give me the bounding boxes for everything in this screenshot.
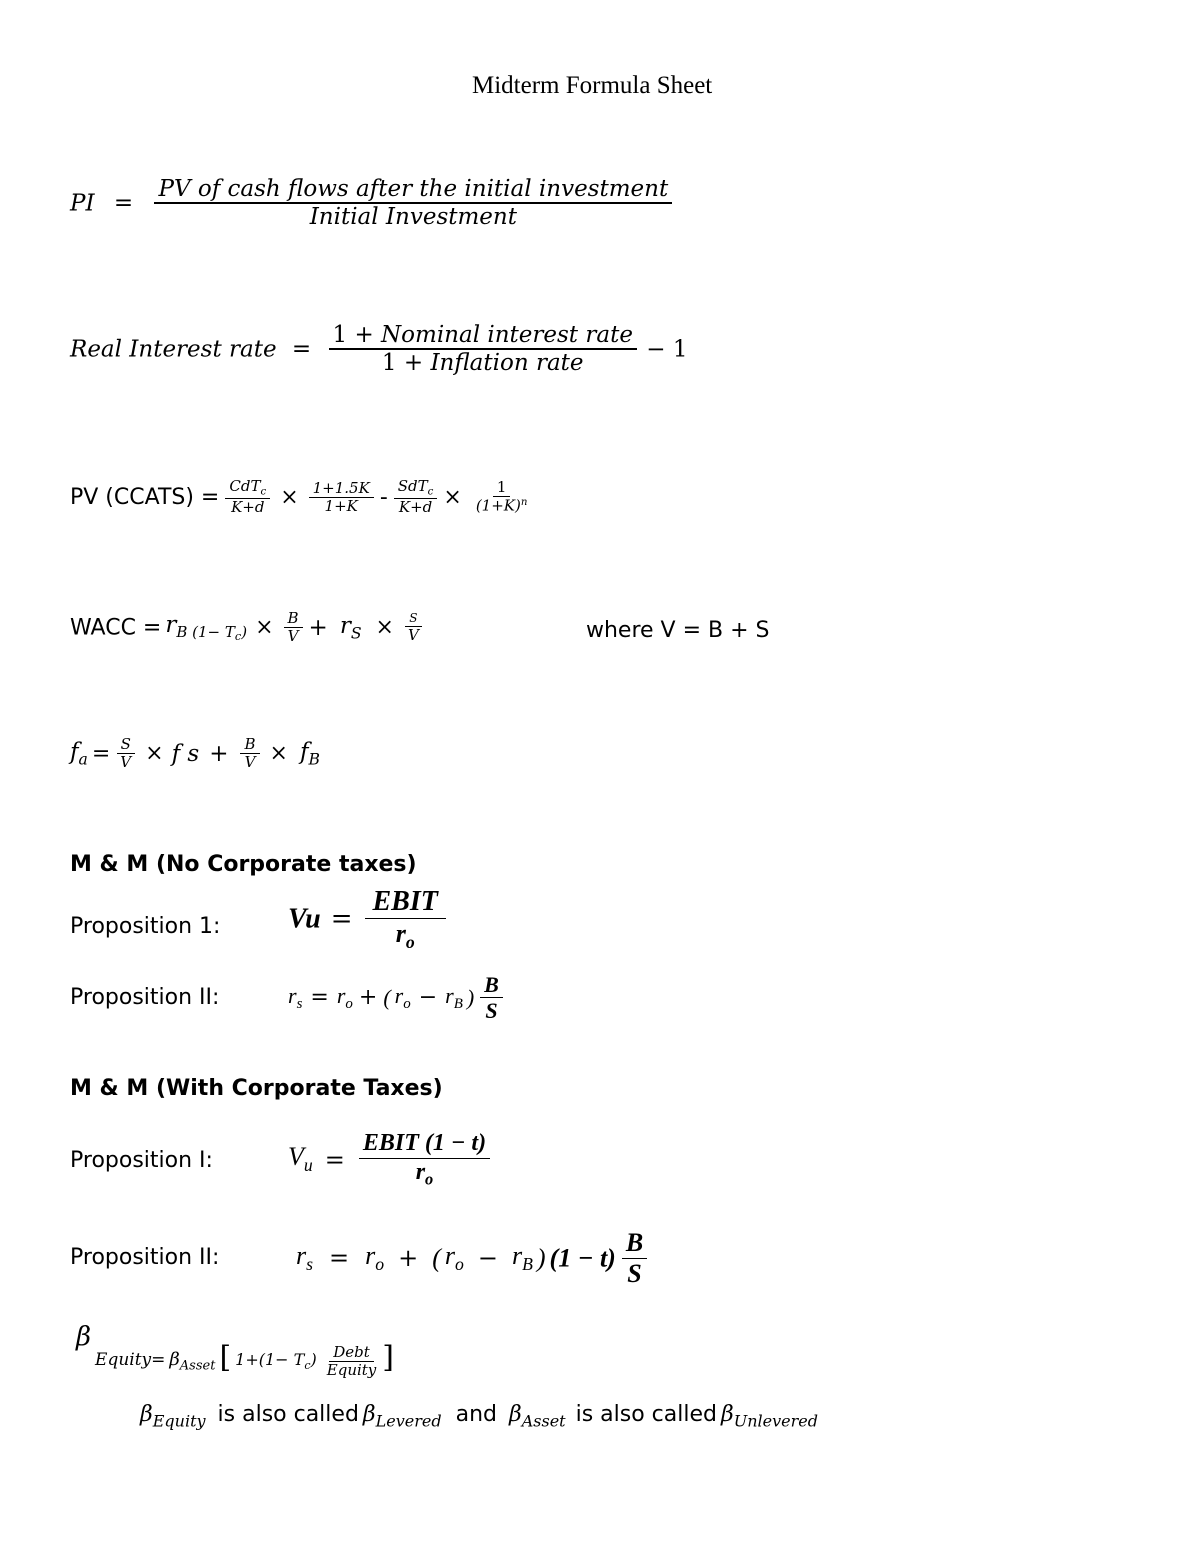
prop2-eq: = bbox=[310, 985, 329, 1011]
prop2-open: ( bbox=[383, 984, 391, 1010]
prop1-lhs: Vu bbox=[288, 903, 321, 935]
fa-f1-num: S bbox=[117, 736, 135, 754]
wacc-formula bbox=[70, 610, 425, 646]
mm-no-tax-prop2-formula bbox=[288, 972, 505, 1024]
ccats-times-1: × bbox=[280, 484, 299, 510]
mm-tax-prop2-label: Proposition II: bbox=[70, 1245, 220, 1270]
fa-f2-den: V bbox=[244, 753, 256, 772]
beta-formula bbox=[76, 1322, 394, 1380]
wacc-where-note: where V = B + S bbox=[586, 618, 770, 643]
wacc-f2-den: V bbox=[407, 625, 419, 644]
den-text: Inflation rate bbox=[430, 350, 584, 377]
wacc-rb: $r_{B (1- Tc)}$ bbox=[165, 612, 248, 644]
real-rate-lhs: Real Interest rate bbox=[70, 336, 277, 363]
fa-lhs: $f_a$ bbox=[70, 739, 88, 769]
ccats-lhs: PV (CCATS) = bbox=[70, 484, 220, 510]
fa-plus: + bbox=[209, 740, 229, 767]
mm-no-tax-heading: M & M (No Corporate taxes) bbox=[70, 852, 417, 877]
prop2-minus: − bbox=[418, 985, 438, 1011]
fa-formula bbox=[70, 736, 320, 772]
fa-f1-den: V bbox=[120, 753, 132, 772]
wacc-fraction-1 bbox=[284, 610, 303, 646]
fa-fs: f s bbox=[171, 740, 200, 767]
real-rate-minus-one: − 1 bbox=[646, 336, 688, 363]
wacc-lhs: WACC = bbox=[70, 615, 162, 641]
mm-no-tax-prop1-label: Proposition 1: bbox=[70, 914, 221, 939]
tax-prop2-minus: − bbox=[477, 1244, 498, 1273]
prop1-num: EBIT bbox=[365, 886, 446, 919]
ccats-f1-den: K+d bbox=[231, 498, 265, 517]
tax-prop2-ro: $r_o$ bbox=[365, 1241, 385, 1275]
pi-denominator: Initial Investment bbox=[309, 204, 517, 231]
tax-prop1-fraction bbox=[359, 1130, 490, 1189]
mm-tax-prop1-label: Proposition I: bbox=[70, 1148, 213, 1173]
real-rate-formula bbox=[70, 322, 687, 377]
prop2-close: ) bbox=[466, 984, 475, 1010]
beta-fraction bbox=[323, 1344, 381, 1380]
prop2-ro: $r_o$ bbox=[336, 982, 353, 1012]
beta-asset: $\beta_{Asset}$ bbox=[169, 1349, 216, 1374]
pi-equals: = bbox=[113, 190, 134, 217]
wacc-rs: $r_S$ bbox=[339, 613, 362, 643]
ccats-f3-den: K+d bbox=[398, 498, 433, 517]
note-beta-unlevered: $\beta_{Unlevered}$ bbox=[720, 1402, 818, 1431]
beta-equity-sub: Equity= bbox=[95, 1350, 166, 1371]
num-text: Nominal interest rate bbox=[381, 322, 633, 348]
note-text-1: is also called bbox=[217, 1402, 359, 1427]
tax-prop2-den: S bbox=[627, 1258, 642, 1288]
pi-formula bbox=[70, 176, 674, 231]
wacc-f2-num: S bbox=[405, 612, 421, 627]
wacc-f1-num: B bbox=[284, 610, 303, 628]
den-plus: + bbox=[403, 350, 424, 377]
ccats-f2-num: 1+1.5K bbox=[309, 480, 374, 498]
note-beta-levered: $\beta_{Levered}$ bbox=[362, 1402, 442, 1431]
pi-lhs: PI bbox=[70, 190, 95, 217]
real-rate-equals: = bbox=[291, 336, 312, 363]
fa-times-2: × bbox=[269, 741, 288, 767]
prop2-ro2: $r_o$ bbox=[394, 982, 411, 1012]
ccats-fraction-1 bbox=[225, 478, 270, 517]
ccats-f1-num: CdT$_c$ bbox=[225, 478, 270, 499]
prop2-fraction bbox=[480, 972, 503, 1024]
tax-prop2-r: $r_s$ bbox=[296, 1241, 314, 1275]
num-plus: + bbox=[354, 322, 374, 348]
wacc-times-1: × bbox=[255, 615, 274, 641]
beta-inner: $1+(1- T_c)$ bbox=[235, 1350, 317, 1373]
note-text-3: is also called bbox=[575, 1402, 717, 1427]
tax-prop2-num: B bbox=[622, 1228, 647, 1259]
real-rate-numerator bbox=[329, 322, 637, 350]
tax-prop2-open: ( bbox=[432, 1243, 441, 1273]
fa-equals: = bbox=[91, 741, 111, 767]
mm-no-tax-prop2-label: Proposition II: bbox=[70, 985, 220, 1010]
beta-close-bracket: ] bbox=[382, 1340, 394, 1376]
real-rate-denominator bbox=[378, 350, 588, 376]
tax-prop2-eq: = bbox=[329, 1244, 350, 1273]
beta-num: Debt bbox=[329, 1344, 374, 1362]
ccats-f4-den: $(1+K)^n$ bbox=[475, 497, 528, 516]
mm-tax-prop1-formula bbox=[288, 1130, 492, 1189]
ccats-fraction-4 bbox=[472, 479, 532, 515]
ccats-f2-den: 1+K bbox=[324, 496, 358, 515]
ccats-minus: - bbox=[379, 484, 388, 510]
beta-den: Equity bbox=[326, 1361, 377, 1380]
prop2-plus: + bbox=[358, 985, 378, 1011]
wacc-fraction-2 bbox=[404, 612, 423, 644]
tax-prop2-tax: (1 − t) bbox=[549, 1243, 616, 1273]
den-one: 1 bbox=[381, 350, 397, 377]
mm-tax-prop2-formula bbox=[296, 1228, 649, 1289]
num-one: 1 bbox=[332, 322, 348, 348]
beta-note bbox=[140, 1402, 818, 1431]
ccats-f3-num: SdT$_c$ bbox=[394, 478, 438, 499]
tax-prop2-plus: + bbox=[398, 1244, 419, 1273]
beta-open-bracket: [ bbox=[219, 1340, 232, 1376]
ccats-f4-num: 1 bbox=[493, 479, 511, 497]
prop2-rb: $r_B$ bbox=[445, 982, 463, 1012]
note-text-2: and bbox=[455, 1402, 497, 1427]
mm-tax-heading: M & M (With Corporate Taxes) bbox=[70, 1076, 443, 1101]
wacc-times-2: × bbox=[375, 615, 394, 641]
ccats-formula bbox=[70, 478, 533, 517]
prop1-equals: = bbox=[330, 904, 353, 935]
ccats-fraction-3 bbox=[394, 478, 438, 517]
tax-prop2-fraction bbox=[622, 1228, 647, 1289]
fa-f2-num: B bbox=[240, 736, 259, 754]
fa-times-1: × bbox=[145, 741, 164, 767]
beta-symbol: β bbox=[76, 1322, 92, 1352]
pi-fraction bbox=[154, 176, 672, 231]
fa-fraction-1 bbox=[116, 736, 135, 772]
tax-prop2-rb: $r_B$ bbox=[511, 1241, 533, 1275]
prop2-den: S bbox=[485, 998, 498, 1024]
ccats-times-2: × bbox=[443, 484, 462, 510]
mm-no-tax-prop1-formula bbox=[288, 886, 448, 953]
tax-prop2-close: ) bbox=[536, 1243, 546, 1273]
wacc-plus: + bbox=[308, 614, 328, 641]
note-beta-asset: $\beta_{Asset}$ bbox=[509, 1402, 566, 1431]
page-title: Midterm Formula Sheet bbox=[472, 72, 713, 99]
prop1-fraction bbox=[365, 886, 446, 953]
tax-prop1-lhs: $V_u$ bbox=[288, 1142, 313, 1176]
wacc-f1-den: V bbox=[287, 627, 299, 646]
note-beta-equity: $\beta_{Equity}$ bbox=[140, 1402, 206, 1431]
fa-fb: $f_B$ bbox=[299, 739, 320, 769]
pi-numerator: PV of cash flows after the initial investment bbox=[154, 176, 672, 204]
real-rate-fraction bbox=[329, 322, 637, 377]
ccats-fraction-2 bbox=[309, 480, 374, 516]
prop1-den: $r_o$ bbox=[395, 919, 415, 953]
fa-fraction-2 bbox=[240, 736, 259, 772]
tax-prop1-num: EBIT (1 − t) bbox=[359, 1130, 490, 1159]
tax-prop1-eq: = bbox=[324, 1145, 345, 1174]
prop2-r: $r_s$ bbox=[288, 982, 303, 1012]
prop2-num: B bbox=[480, 972, 503, 998]
tax-prop2-ro2: $r_o$ bbox=[444, 1241, 464, 1275]
tax-prop1-den: $r_o$ bbox=[415, 1158, 434, 1189]
